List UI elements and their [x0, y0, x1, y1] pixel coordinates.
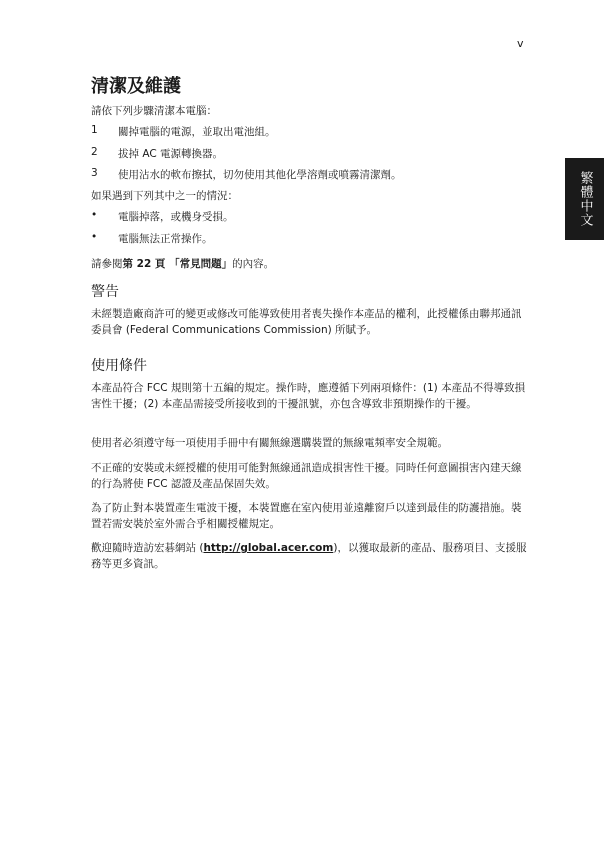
- step-text: 關掉電腦的電源，並取出電池組。: [118, 126, 276, 138]
- reference-line: [91, 256, 531, 272]
- website-suffix: )，以獲取最新的產品、服務項目、支援服務等更多資訊。: [91, 542, 527, 570]
- step-text: 使用沾水的軟布擦拭，切勿使用其他化學溶劑或噴霧清潔劑。: [118, 169, 402, 181]
- reference-suffix: 的內容。: [232, 258, 275, 270]
- terms-paragraph-1: 本產品符合 FCC 規則第十五編的規定。操作時，應遵循下列兩項條件：(1) 本產品不得導致損害性干擾；(2) 本產品需接受所接收到的干擾訊號，亦包含導致非預期操作的干擾。: [91, 382, 526, 410]
- terms-paragraph-4: 為了防止對本裝置產生電波干擾，本裝置應在室內使用並遠離窗戶以達到最佳的防護措施。裝置若需安裝於室外需合乎相關授權規定。: [91, 502, 522, 530]
- acer-website-link[interactable]: http://global.acer.com: [203, 542, 334, 554]
- website-prefix: 歡迎隨時造訪宏碁網站 (: [91, 542, 204, 554]
- warning-heading: 警告: [91, 284, 119, 300]
- terms-paragraph-3: 不正確的安裝或未經授權的使用可能對無線通訊造成損害性干擾。同時任何意圖損害內建天線的行為將使 FCC 認證及產品保固失效。: [91, 462, 522, 490]
- reference-prefix: 請參閱: [91, 258, 123, 270]
- step-number: 1: [91, 124, 98, 136]
- reference-link[interactable]: 第 22 頁 「常見問題」: [122, 258, 233, 270]
- warning-text: 未經製造廠商許可的變更或修改可能導致使用者喪失操作本產品的權利，此授權係由聯邦通訊委員會 (Federal Communications Commission) 所賦予。: [91, 308, 522, 336]
- step-number: 3: [91, 167, 98, 179]
- bullet-text: 電腦無法正常操作。: [118, 233, 213, 245]
- cleaning-intro: 請依下列步驟清潔本電腦：: [91, 105, 217, 117]
- terms-paragraph-2: 使用者必須遵守每一項使用手冊中有關無線選購裝置的無線電頻率安全規範。: [91, 437, 448, 449]
- step-number: 2: [91, 146, 98, 158]
- condition-intro: 如果遇到下列其中之一的情況：: [91, 190, 238, 202]
- language-tab: 繁體中文: [565, 158, 604, 240]
- terms-heading: 使用條件: [91, 358, 147, 374]
- page-title: 清潔及維護: [91, 76, 181, 97]
- bullet-mark: •: [91, 209, 98, 221]
- step-text: 拔掉 AC 電源轉換器。: [118, 148, 224, 160]
- bullet-mark: •: [91, 231, 98, 243]
- bullet-text: 電腦掉落，或機身受損。: [118, 211, 234, 223]
- terms-paragraph-5: [91, 540, 531, 572]
- page-number: v: [517, 37, 524, 50]
